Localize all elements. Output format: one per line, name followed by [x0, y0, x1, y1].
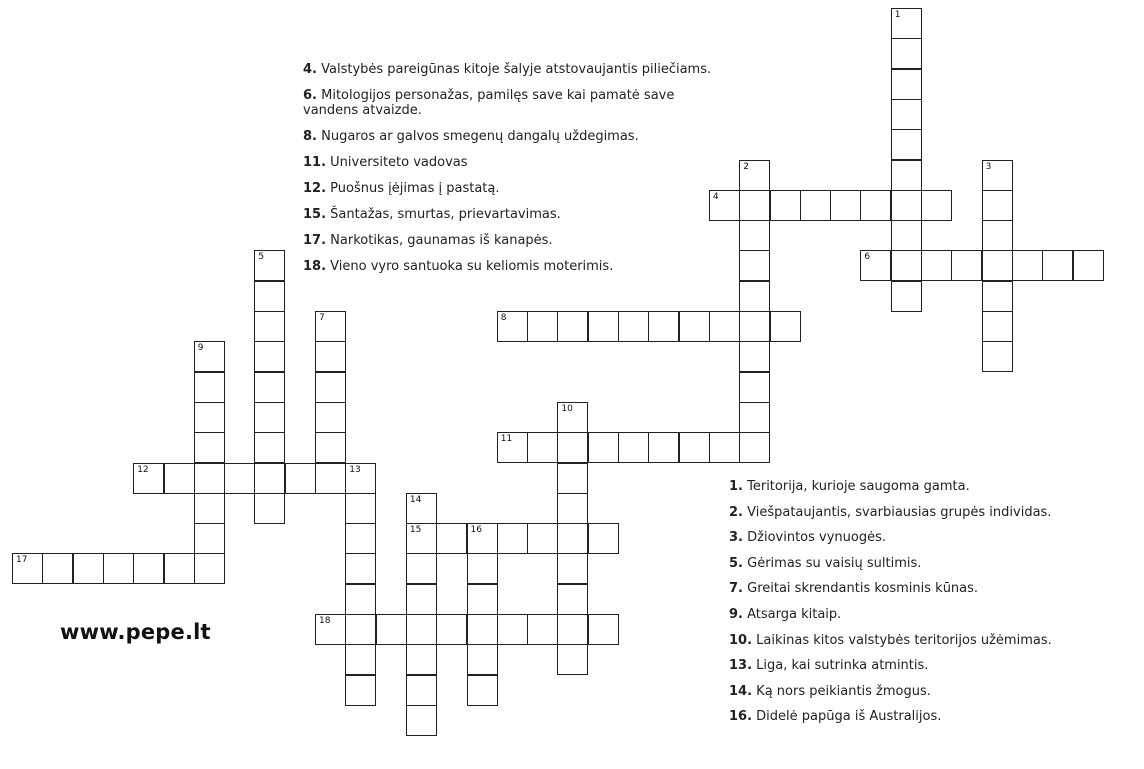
grid-cell[interactable]	[709, 432, 740, 463]
grid-cell[interactable]	[406, 614, 437, 645]
grid-cell[interactable]	[194, 523, 225, 554]
grid-cell[interactable]	[588, 432, 619, 463]
grid-cell[interactable]	[709, 311, 740, 342]
clue-down-7: 7. Greitai skrendantis kosminis kūnas.	[729, 581, 979, 597]
clue-down-16: 16. Didelė papūga iš Australijos.	[729, 709, 942, 725]
grid-cell[interactable]	[315, 463, 346, 494]
grid-cell[interactable]	[497, 614, 528, 645]
grid-cell[interactable]	[891, 38, 922, 69]
cell-number: 16	[470, 525, 482, 536]
grid-cell[interactable]	[315, 432, 346, 463]
cell-number: 8	[500, 313, 507, 323]
grid-cell[interactable]	[254, 493, 285, 524]
grid-cell[interactable]	[376, 614, 407, 645]
grid-cell[interactable]	[497, 432, 528, 463]
grid-cell[interactable]	[254, 281, 285, 312]
grid-cell[interactable]	[527, 614, 558, 645]
grid-cell[interactable]	[194, 432, 225, 463]
grid-cell[interactable]	[830, 190, 861, 221]
cell-number: 10	[561, 403, 573, 414]
grid-cell[interactable]	[345, 675, 376, 706]
grid-cell[interactable]	[436, 614, 467, 645]
cell-number: 12	[137, 464, 149, 475]
clue-down-2: 2. Viešpataujantis, svarbiausias grupės individas.	[729, 504, 1052, 520]
grid-cell[interactable]	[982, 281, 1013, 312]
grid-cell[interactable]	[406, 493, 437, 524]
grid-cell[interactable]	[557, 432, 588, 463]
grid-cell[interactable]	[164, 463, 195, 494]
grid-cell[interactable]	[254, 372, 285, 403]
grid-cell[interactable]	[891, 220, 922, 251]
down-clues	[729, 479, 1129, 735]
grid-cell[interactable]	[254, 463, 285, 494]
cell-number: 2	[743, 161, 749, 172]
grid-cell[interactable]	[194, 341, 225, 372]
grid-cell[interactable]	[648, 432, 679, 463]
grid-cell[interactable]	[345, 463, 376, 494]
grid-cell[interactable]	[406, 553, 437, 584]
across-clues	[303, 62, 723, 285]
grid-cell[interactable]	[224, 463, 255, 494]
grid-cell[interactable]	[467, 553, 498, 584]
grid-cell[interactable]	[557, 553, 588, 584]
grid-cell[interactable]	[133, 463, 164, 494]
grid-cell[interactable]	[345, 644, 376, 675]
grid-cell[interactable]	[1042, 250, 1073, 281]
grid-cell[interactable]	[588, 614, 619, 645]
cell-number: 5	[258, 252, 265, 263]
grid-cell[interactable]	[982, 220, 1013, 251]
grid-cell[interactable]	[770, 311, 801, 342]
cell-number: 4	[712, 191, 719, 202]
grid-cell[interactable]	[860, 250, 891, 281]
cell-number: 7	[319, 313, 325, 323]
grid-cell[interactable]	[557, 584, 588, 615]
grid-cell[interactable]	[315, 614, 346, 645]
grid-cell[interactable]	[557, 463, 588, 494]
grid-cell[interactable]	[254, 432, 285, 463]
grid-cell[interactable]	[467, 584, 498, 615]
clue-across-8: 8. Nugaros ar galvos smegenų dangalų uždegimas.	[303, 129, 639, 144]
grid-cell[interactable]	[436, 523, 467, 554]
grid-cell[interactable]	[315, 341, 346, 372]
grid-cell[interactable]	[739, 281, 770, 312]
grid-cell[interactable]	[406, 705, 437, 736]
grid-cell[interactable]	[951, 250, 982, 281]
grid-cell[interactable]	[770, 190, 801, 221]
grid-cell[interactable]	[315, 311, 346, 342]
grid-cell[interactable]	[891, 129, 922, 160]
grid-cell[interactable]	[406, 523, 437, 554]
site-logo: www.pepe.lt	[60, 620, 211, 644]
grid-cell[interactable]	[557, 493, 588, 524]
grid-cell[interactable]	[467, 523, 498, 554]
grid-cell[interactable]	[891, 250, 922, 281]
clue-down-9: 9. Atsarga kitaip.	[729, 606, 842, 622]
grid-cell[interactable]	[254, 402, 285, 433]
grid-cell[interactable]	[497, 311, 528, 342]
grid-cell[interactable]	[921, 190, 952, 221]
grid-cell[interactable]	[467, 614, 498, 645]
grid-cell[interactable]	[12, 553, 43, 584]
grid-cell[interactable]	[739, 220, 770, 251]
grid-cell[interactable]	[254, 311, 285, 342]
grid-cell[interactable]	[315, 372, 346, 403]
grid-cell[interactable]	[739, 311, 770, 342]
grid-cell[interactable]	[406, 584, 437, 615]
grid-cell[interactable]	[497, 523, 528, 554]
grid-cell[interactable]	[739, 190, 770, 221]
grid-cell[interactable]	[921, 250, 952, 281]
grid-cell[interactable]	[1012, 250, 1043, 281]
grid-cell[interactable]	[557, 402, 588, 433]
grid-cell[interactable]	[254, 341, 285, 372]
grid-cell[interactable]	[739, 160, 770, 191]
grid-cell[interactable]	[103, 553, 134, 584]
grid-cell[interactable]	[891, 99, 922, 130]
grid-cell[interactable]	[557, 614, 588, 645]
grid-cell[interactable]	[648, 311, 679, 342]
grid-cell[interactable]	[739, 432, 770, 463]
grid-cell[interactable]	[588, 523, 619, 554]
cell-number: 1	[894, 10, 901, 20]
grid-cell[interactable]	[194, 463, 225, 494]
grid-cell[interactable]	[345, 523, 376, 554]
grid-cell[interactable]	[527, 432, 558, 463]
grid-cell[interactable]	[194, 553, 225, 584]
grid-cell[interactable]	[194, 402, 225, 433]
grid-cell[interactable]	[345, 614, 376, 645]
grid-cell[interactable]	[557, 311, 588, 342]
clue-down-14: 14. Ką nors peikiantis žmogus.	[729, 683, 931, 699]
grid-cell[interactable]	[557, 523, 588, 554]
cell-number: 13	[349, 464, 361, 475]
clue-across-6: 6. Mitologijos personažas, pamilęs save kai pamatė save vandens atvaizde.	[303, 88, 675, 118]
clue-across-4: 4. Valstybės pareigūnas kitoje šalyje atstovaujantis piliečiams.	[303, 62, 712, 77]
clue-down-13: 13. Liga, kai sutrinka atmintis.	[729, 658, 929, 674]
clue-down-1: 1. Teritorija, kurioje saugoma gamta.	[729, 479, 970, 494]
grid-cell[interactable]	[982, 341, 1013, 372]
grid-cell[interactable]	[73, 553, 104, 584]
clue-across-17: 17. Narkotikas, gaunamas iš kanapės.	[303, 233, 553, 248]
cell-number: 3	[985, 161, 992, 172]
grid-cell[interactable]	[800, 190, 831, 221]
cell-number: 6	[864, 252, 871, 263]
grid-cell[interactable]	[739, 250, 770, 281]
clue-across-15: 15. Šantažas, smurtas, prievartavimas.	[303, 207, 561, 222]
grid-cell[interactable]	[254, 250, 285, 281]
clue-across-11: 11. Universiteto vadovas	[303, 155, 468, 170]
grid-cell[interactable]	[891, 69, 922, 100]
grid-cell[interactable]	[527, 311, 558, 342]
cell-number: 17	[16, 555, 28, 566]
cell-number: 9	[197, 343, 204, 354]
clue-across-18: 18. Vieno vyro santuoka su keliomis moterimis.	[303, 259, 614, 274]
grid-cell[interactable]	[982, 190, 1013, 221]
grid-cell[interactable]	[891, 8, 922, 39]
clue-down-5: 5. Gėrimas su vaisių sultimis.	[729, 555, 922, 571]
grid-cell[interactable]	[285, 463, 316, 494]
grid-cell[interactable]	[618, 311, 649, 342]
grid-cell[interactable]	[891, 160, 922, 191]
cell-number: 18	[319, 616, 331, 626]
cell-number: 11	[500, 434, 513, 445]
grid-cell[interactable]	[345, 493, 376, 524]
grid-cell[interactable]	[527, 523, 558, 554]
grid-cell[interactable]	[1073, 250, 1104, 281]
grid-cell[interactable]	[406, 675, 437, 706]
grid-cell[interactable]	[194, 372, 225, 403]
grid-cell[interactable]	[891, 281, 922, 312]
grid-cell[interactable]	[194, 493, 225, 524]
grid-cell[interactable]	[982, 311, 1013, 342]
grid-cell[interactable]	[982, 250, 1013, 281]
grid-cell[interactable]	[860, 190, 891, 221]
grid-cell[interactable]	[618, 432, 649, 463]
grid-cell[interactable]	[164, 553, 195, 584]
grid-cell[interactable]	[406, 644, 437, 675]
grid-cell[interactable]	[315, 402, 346, 433]
clue-across-12: 12. Puošnus įėjimas į pastatą.	[303, 181, 500, 196]
grid-cell[interactable]	[133, 553, 164, 584]
grid-cell[interactable]	[42, 553, 73, 584]
grid-cell[interactable]	[891, 190, 922, 221]
grid-cell[interactable]	[467, 644, 498, 675]
grid-cell[interactable]	[739, 372, 770, 403]
grid-cell[interactable]	[345, 553, 376, 584]
cell-number: 15	[409, 525, 422, 536]
grid-cell[interactable]	[679, 311, 710, 342]
grid-cell[interactable]	[557, 644, 588, 675]
grid-cell[interactable]	[588, 311, 619, 342]
cell-number: 14	[409, 494, 422, 505]
grid-cell[interactable]	[739, 341, 770, 372]
grid-cell[interactable]	[679, 432, 710, 463]
clue-down-3: 3. Džiovintos vynuogės.	[729, 530, 886, 546]
grid-cell[interactable]	[739, 402, 770, 433]
grid-cell[interactable]	[467, 675, 498, 706]
grid-cell[interactable]	[982, 160, 1013, 191]
grid-cell[interactable]	[345, 584, 376, 615]
clue-down-10: 10. Laikinas kitos valstybės teritorijos užėmimas.	[729, 632, 1052, 648]
